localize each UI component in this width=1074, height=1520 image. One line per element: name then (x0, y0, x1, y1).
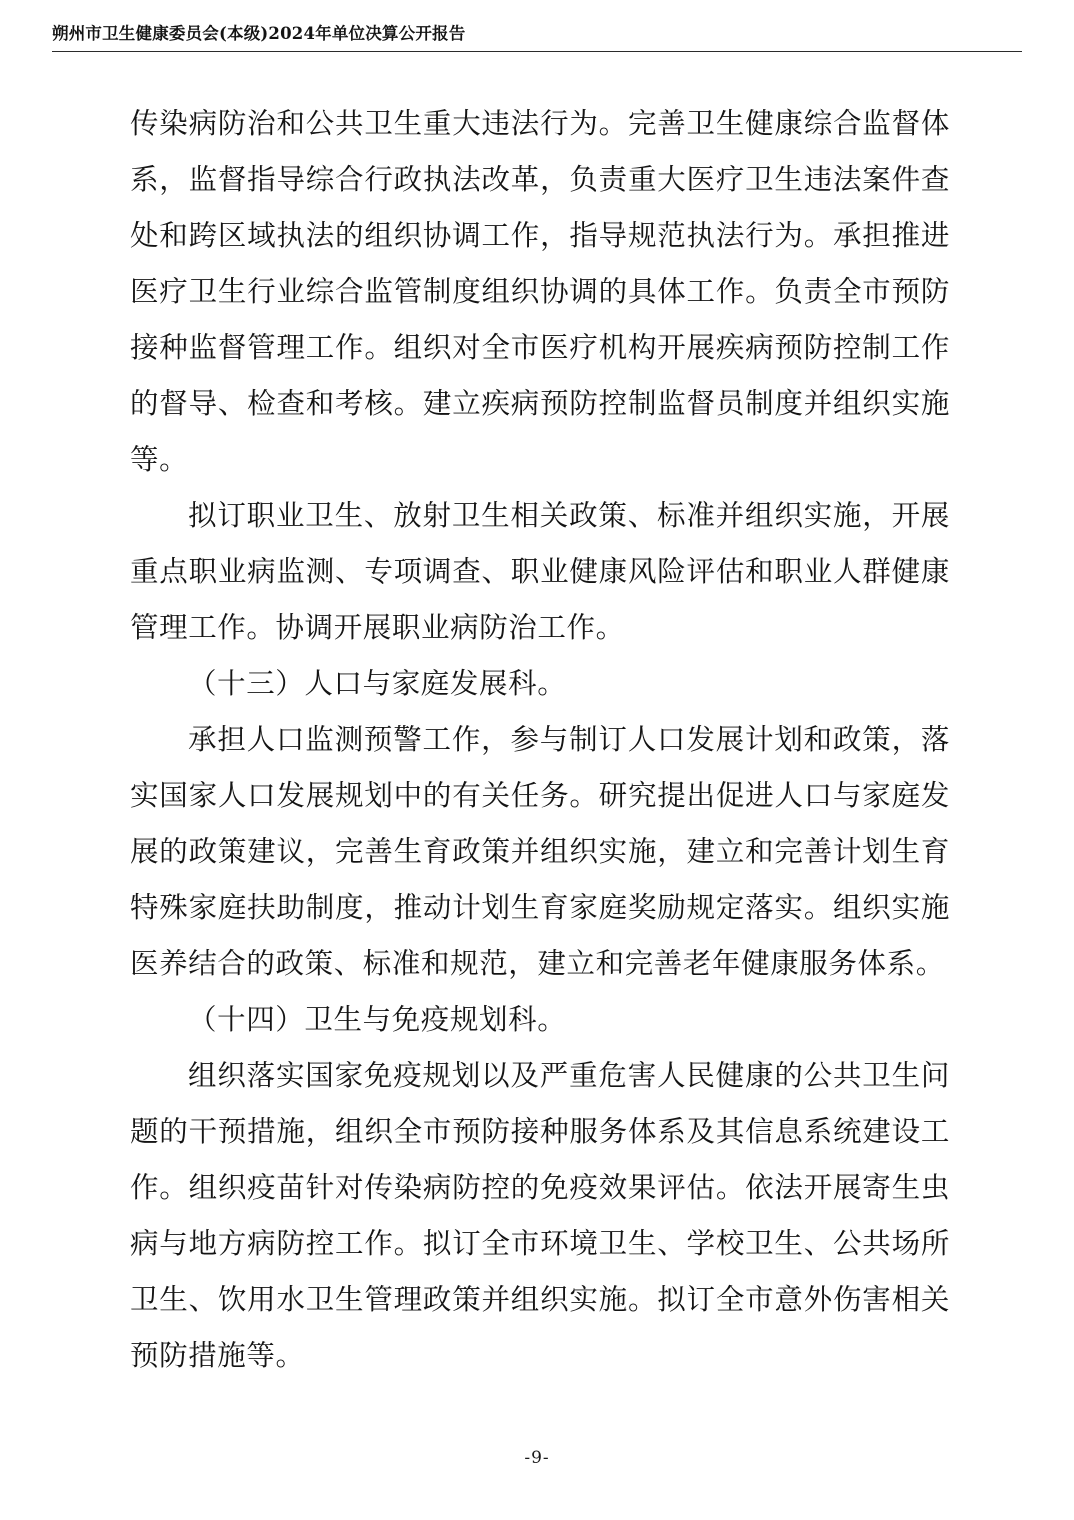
document-body (130, 96, 950, 1384)
running-header (52, 24, 1022, 58)
header-title: 朔州市卫生健康委员会(本级)2024年单位决算公开报告 (52, 24, 466, 43)
paragraph-2: 拟订职业卫生、放射卫生相关政策、标准并组织实施，开展重点职业病监测、专项调查、职业健康风险评估和职业人群健康管理工作。协调开展职业病防治工作。 (130, 499, 950, 644)
section-heading-13: （十三）人口与家庭发展科。 (188, 667, 567, 700)
paragraph-6: 组织落实国家免疫规划以及严重危害人民健康的公共卫生问题的干预措施，组织全市预防接种服务体系及其信息系统建设工作。组织疫苗针对传染病防控的免疫效果评估。依法开展寄生虫病与地方病防控工作。拟订全市环境卫生、学校卫生、公共场所卫生、饮用水卫生管理政策并组织实施。拟订全市意外伤害相关预防措施等。 (130, 1059, 950, 1372)
header-divider (52, 51, 1022, 52)
page-footer (0, 1448, 1074, 1468)
paragraph-1: 传染病防治和公共卫生重大违法行为。完善卫生健康综合监督体系，监督指导综合行政执法改革，负责重大医疗卫生违法案件查处和跨区域执法的组织协调工作，指导规范执法行为。承担推进医疗卫生行业综合监管制度组织协调的具体工作。负责全市预防接种监督管理工作。组织对全市医疗机构开展疾病预防控制工作的督导、检查和考核。建立疾病预防控制监督员制度并组织实施等。 (130, 107, 950, 476)
section-heading-14: （十四）卫生与免疫规划科。 (188, 1003, 567, 1036)
paragraph-4: 承担人口监测预警工作，参与制订人口发展计划和政策，落实国家人口发展规划中的有关任务。研究提出促进人口与家庭发展的政策建议，完善生育政策并组织实施，建立和完善计划生育特殊家庭扶助制度，推动计划生育家庭奖励规定落实。组织实施医养结合的政策、标准和规范，建立和完善老年健康服务体系。 (130, 723, 950, 980)
page-number: -9- (524, 1448, 550, 1468)
